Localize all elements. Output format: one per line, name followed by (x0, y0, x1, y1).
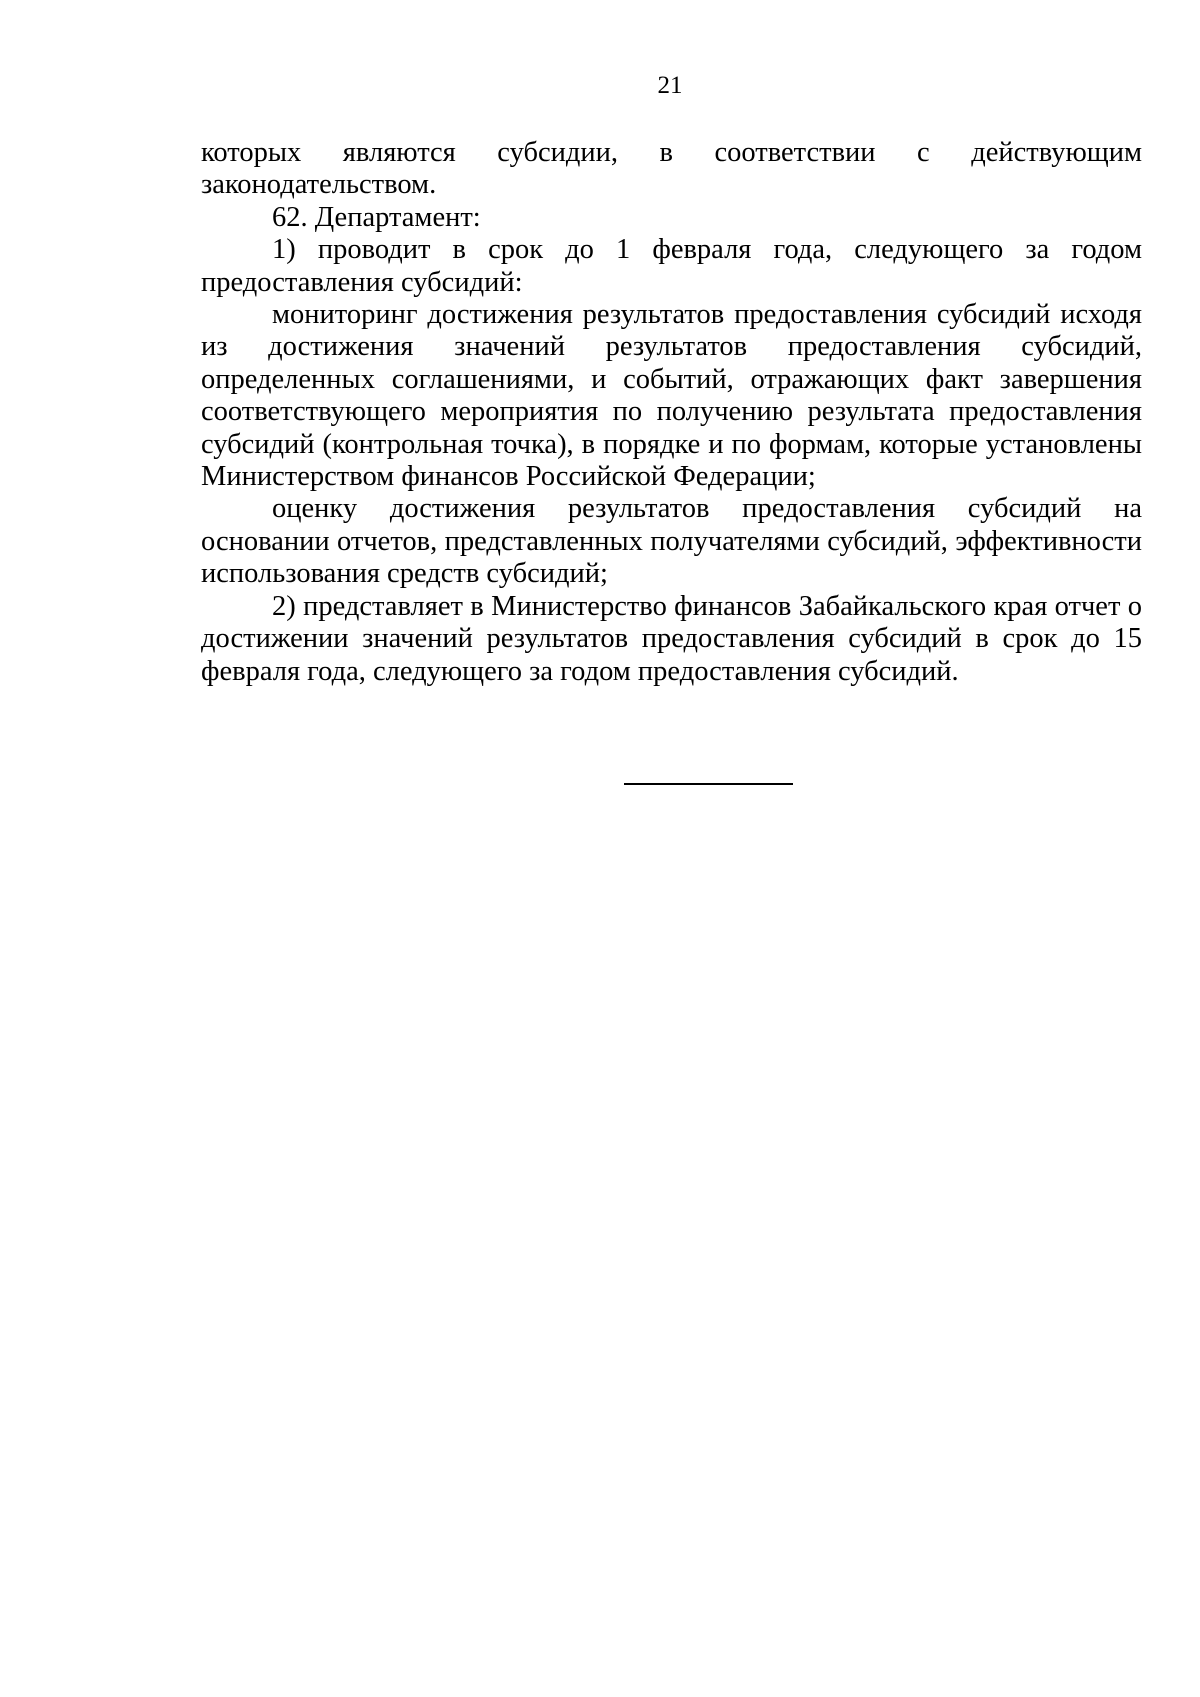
paragraph-monitoring: мониторинг достижения результатов предоставления субсидий исходя из достижения значений результатов предоставления субсидий, определенных соглашениями, и событий, отражающих факт завершения соответствующего мероприятия по получению результата предоставления субсидий (контрольная точка), в порядке и по формам, которые установлены Министерством финансов Российской Федерации; (201, 299, 1142, 493)
paragraph-subitem-2: 2) представляет в Министерство финансов Забайкальского края отчет о достижении значений результатов предоставления субсидий в срок до 15 февраля года, следующего за годом предоставления субсидий. (201, 590, 1142, 687)
paragraph-subitem-1: 1) проводит в срок до 1 февраля года, следующего за годом предоставления субсидий: (201, 234, 1142, 298)
closing-divider-line (624, 783, 793, 785)
paragraph-assessment: оценку достижения результатов предоставления субсидий на основании отчетов, представленных получателями субсидий, эффективности использования средств субсидий; (201, 493, 1142, 590)
page-number: 21 (657, 72, 683, 99)
paragraph-item-62: 62. Департамент: (272, 201, 481, 233)
paragraph-continuation: которых являются субсидии, в соответствии с действующим законодательством. (201, 137, 1142, 201)
document-body (201, 137, 1142, 688)
